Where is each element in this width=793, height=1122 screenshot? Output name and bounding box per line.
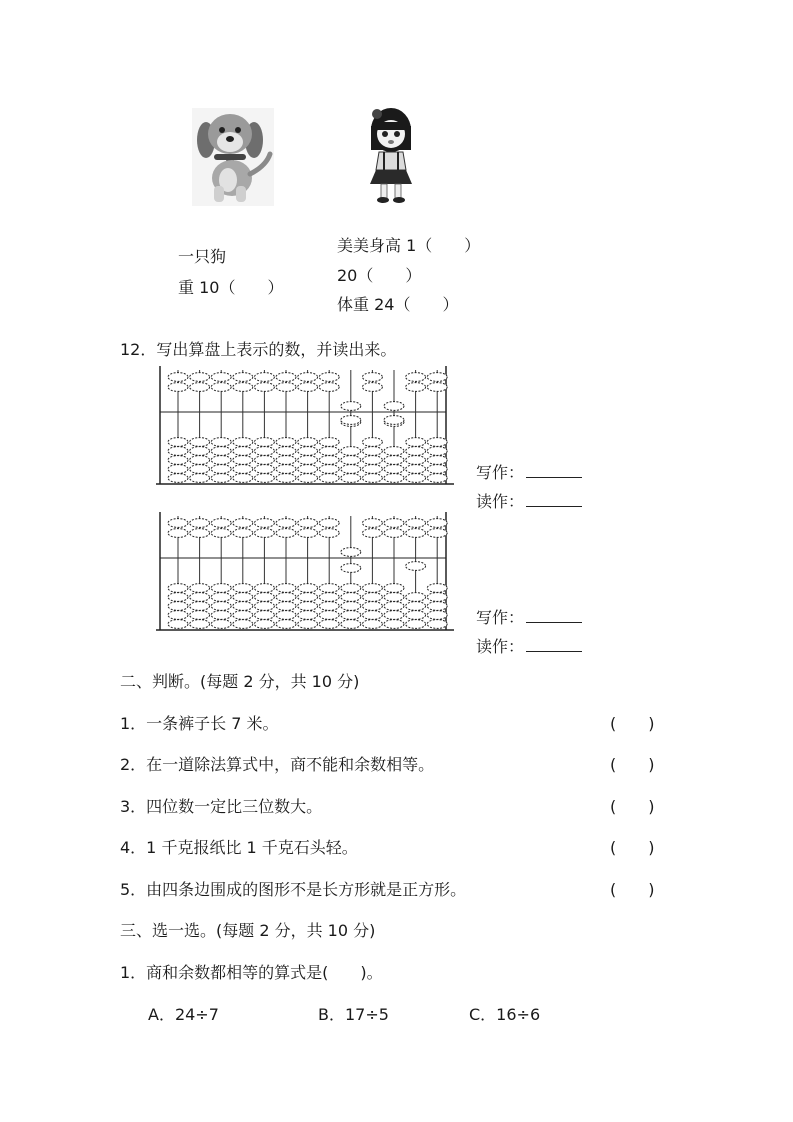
dog-caption-line1: 一只狗 <box>178 247 227 266</box>
judge-item-4: 4．1 千克报纸比 1 千克石头轻。 <box>120 838 358 857</box>
abacus-rod <box>168 370 188 482</box>
option-c[interactable]: C．16÷6 <box>469 1005 541 1024</box>
dog-image <box>192 108 274 206</box>
abacus-rod <box>233 516 253 628</box>
q12-title: 12．写出算盘上表示的数，并读出来。 <box>120 340 397 359</box>
abacus-rod <box>276 370 296 482</box>
judge-item-2: 2．在一道除法算式中，商不能和余数相等。 <box>120 755 435 774</box>
write-label: 写作： <box>476 608 525 627</box>
abacus2-write-row <box>476 605 582 628</box>
abacus-rod <box>168 516 188 628</box>
abacus-rod <box>362 516 382 628</box>
abacus-rod <box>319 516 339 628</box>
abacus-rod <box>362 370 382 482</box>
write-blank[interactable] <box>526 606 582 623</box>
option-a[interactable]: A．24÷7 <box>148 1005 219 1024</box>
girl-image <box>364 106 418 206</box>
dog-caption-line2: 重 10（ ） <box>178 278 284 297</box>
read-label: 读作： <box>476 637 525 656</box>
section2-heading: 二、判断。(每题 2 分，共 10 分) <box>120 672 360 691</box>
answer-paren-3[interactable]: ( ) <box>610 797 655 816</box>
abacus-rod <box>384 370 404 482</box>
abacus-rod <box>190 370 210 482</box>
read-blank[interactable] <box>526 635 582 652</box>
abacus-rod <box>406 370 426 482</box>
abacus1-read-row <box>476 489 582 512</box>
abacus-rod <box>254 370 274 482</box>
read-label: 读作： <box>476 492 525 511</box>
abacus-rod <box>190 516 210 628</box>
abacus-figure-2 <box>156 512 454 634</box>
abacus-rod <box>341 370 361 482</box>
abacus-figure-1 <box>156 366 454 488</box>
abacus2-read-row <box>476 634 582 657</box>
abacus-rod <box>384 516 404 628</box>
abacus-rod <box>233 370 253 482</box>
girl-caption-line2: 20（ ） <box>337 266 422 285</box>
option-b[interactable]: B．17÷5 <box>318 1005 389 1024</box>
abacus-rod <box>254 516 274 628</box>
choice-question-1: 1．商和余数都相等的算式是( )。 <box>120 963 383 982</box>
answer-paren-1[interactable]: ( ) <box>610 714 655 733</box>
abacus-rod <box>406 516 426 628</box>
abacus-rod <box>211 516 231 628</box>
answer-paren-5[interactable]: ( ) <box>610 880 655 899</box>
abacus-rod <box>298 370 318 482</box>
abacus-rod <box>319 370 339 482</box>
abacus1-write-row <box>476 460 582 483</box>
judge-item-3: 3．四位数一定比三位数大。 <box>120 797 323 816</box>
answer-paren-2[interactable]: ( ) <box>610 755 655 774</box>
write-blank[interactable] <box>526 461 582 478</box>
read-blank[interactable] <box>526 490 582 507</box>
abacus-rod <box>276 516 296 628</box>
judge-item-1: 1．一条裤子长 7 米。 <box>120 714 279 733</box>
abacus-rod <box>211 370 231 482</box>
abacus-rod <box>427 370 447 482</box>
abacus-rod <box>341 516 361 628</box>
abacus-rod <box>298 516 318 628</box>
section3-heading: 三、选一选。(每题 2 分，共 10 分) <box>120 921 376 940</box>
girl-caption-line3: 体重 24（ ） <box>337 295 459 314</box>
judge-item-5: 5．由四条边围成的图形不是长方形就是正方形。 <box>120 880 467 899</box>
write-label: 写作： <box>476 463 525 482</box>
abacus-rod <box>427 516 447 628</box>
answer-paren-4[interactable]: ( ) <box>610 838 655 857</box>
girl-caption-line1: 美美身高 1（ ） <box>337 236 481 255</box>
